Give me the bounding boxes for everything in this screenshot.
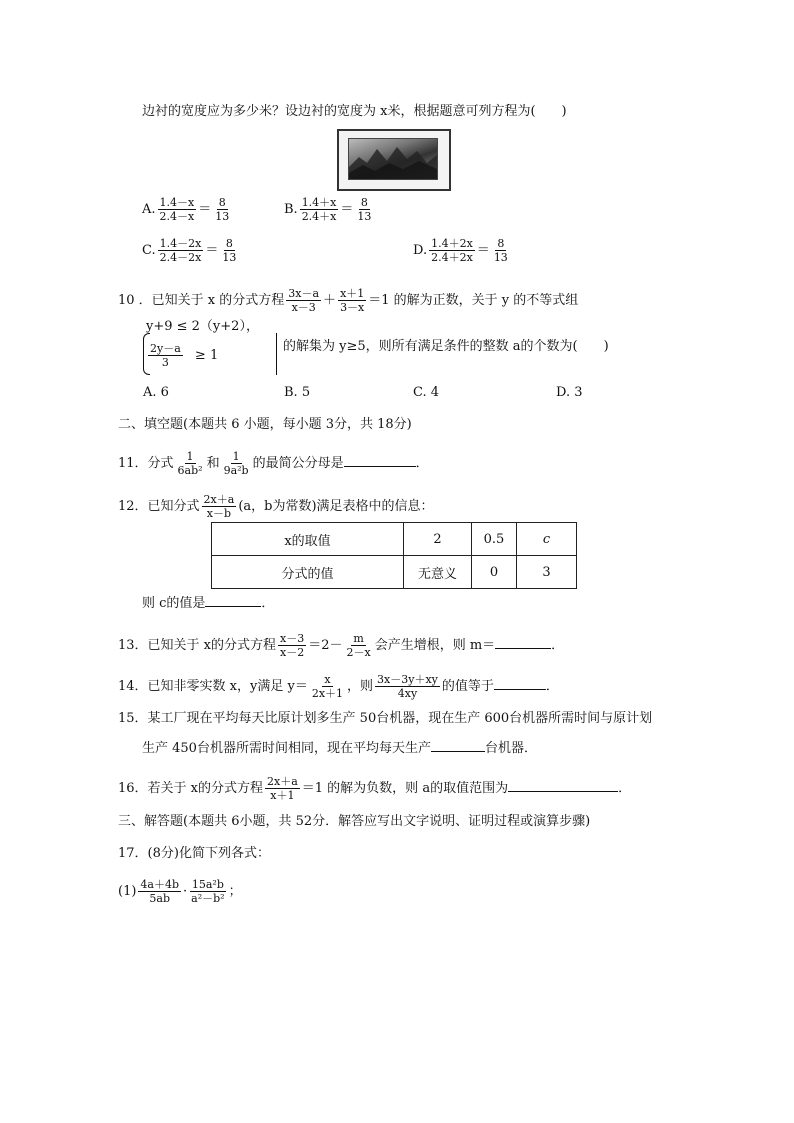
fraction: $\frac{8}{13}$ — [215, 196, 230, 223]
q10-inequality-2: $\frac{2y-a}{3}$ ≥ 1 — [150, 342, 219, 369]
q12-table — [211, 522, 577, 589]
q10-option-b[interactable]: B. 5 — [284, 385, 311, 400]
fraction: $\frac{8}{13}$ — [222, 237, 237, 264]
fraction: $\frac{m}{2-x}$ — [346, 632, 371, 659]
q10-inequality-1: y+9 ≤ 2（y+2）， — [146, 319, 259, 334]
table-cell: 0 — [472, 556, 517, 589]
table-cell: 无意义 — [404, 556, 472, 589]
q10-stem: 10 ．已知关于 x 的分式方程 $\frac{3x-a}{x-3}$ ＋ $\frac{x+1}{3-x}$ ＝1 的解为正数，关于 y 的不等式组 — [118, 287, 579, 314]
table-cell: 2 — [404, 523, 472, 556]
option-label: C. — [142, 243, 156, 258]
answer-blank[interactable] — [495, 648, 551, 649]
q16: 16．若关于 x的分式方程 $\frac{2x+a}{x+1}$ ＝1 的解为负数，则 a的取值范围为 ． — [118, 775, 632, 802]
table-cell: 3 — [517, 556, 577, 589]
answer-blank[interactable] — [431, 751, 485, 752]
table-cell: 0.5 — [472, 523, 517, 556]
q11: 11．分式 $\frac{1}{\text{6ab²}}$ 和 $\frac{1}{\text{9a²b}}$ 的最简公分母是 ． — [118, 450, 429, 477]
answer-blank[interactable] — [494, 689, 546, 690]
q17-part-1: (1) $\frac{4a+4b}{5ab}$ · $\frac{\text{15a²b}}{\text{a²－b²}}$ ； — [118, 878, 242, 905]
table-cell: 分式的值 — [212, 556, 404, 589]
fraction: $\frac{1}{\text{6ab²}}$ — [177, 450, 203, 477]
option-label: B. — [284, 202, 298, 217]
fraction: $\frac{x-3}{x-2}$ — [280, 632, 305, 659]
fraction: $\frac{3x-a}{x-3}$ — [288, 287, 320, 314]
table-cell: x的取值 — [212, 523, 404, 556]
fraction: $\frac{1}{\text{9a²b}}$ — [223, 450, 249, 477]
fraction: $\frac{1.4+2x}{2.4+2x}$ — [431, 237, 473, 264]
section-3-heading: 三、解答题(本题共 6小题，共 52分．解答应写出文字说明、证明过程或演算步骤) — [118, 814, 591, 829]
answer-blank[interactable] — [205, 606, 261, 607]
q17-stem: 17．(8分)化简下列各式： — [118, 846, 270, 861]
q10-option-d[interactable]: D. 3 — [556, 385, 583, 400]
fraction: $\frac{x+1}{3-x}$ — [340, 287, 365, 314]
fraction: $\frac{2x+a}{x-b}$ — [203, 493, 235, 520]
table-cell: c — [517, 523, 577, 556]
answer-blank[interactable] — [344, 466, 416, 467]
fraction: $\frac{2x+a}{x+1}$ — [267, 775, 298, 802]
q9-stem: 边衬的宽度应为多少米？设边衬的宽度为 x米，根据题意可列方程为( ) — [142, 104, 567, 119]
section-2-heading: 二、填空题(本题共 6 小题，每小题 3分，共 18分) — [118, 417, 412, 432]
q9-option-c[interactable]: C. $\frac{1.4-2x}{2.4-2x}$ ＝ $\frac{8}{13}$ — [142, 237, 237, 264]
q9-option-b[interactable]: B. $\frac{1.4+x}{2.4+x}$ ＝ $\frac{8}{13}$ — [284, 196, 372, 223]
fraction: $\frac{4a+4b}{5ab}$ — [140, 878, 180, 905]
q10-option-c[interactable]: C. 4 — [413, 385, 440, 400]
q15-line-1: 15．某工厂现在平均每天比原计划多生产 50台机器，现在生产 600台机器所需时间与原计划 — [118, 711, 653, 726]
q13: 13．已知关于 x的分式方程 $\frac{x-3}{x-2}$ ＝2－ $\frac{m}{2-x}$ 会产生增根，则 m＝ ． — [118, 632, 565, 659]
framed-picture — [337, 129, 451, 191]
q10-stem-end: 的解集为 y≥5，则所有满足条件的整数 a的个数为( ) — [283, 339, 609, 354]
inequality-right-bar — [276, 333, 277, 375]
fraction: $\frac{3x-3y+xy}{4xy}$ — [377, 673, 438, 700]
picture-image — [348, 138, 438, 180]
q9-option-a[interactable]: A. $\frac{1.4-x}{2.4-x}$ ＝ $\frac{8}{13}$ — [142, 196, 230, 223]
table-row — [212, 556, 577, 589]
fraction: $\frac{1.4-x}{2.4-x}$ — [159, 196, 195, 223]
fraction: $\frac{8}{13}$ — [357, 196, 372, 223]
q10-option-a[interactable]: A. 6 — [143, 385, 169, 400]
option-label: A. — [142, 202, 156, 217]
table-row — [212, 523, 577, 556]
q15-line-2: 生产 450台机器所需时间相同，现在平均每天生产 台机器． — [142, 741, 537, 756]
q12: 12．已知分式 $\frac{2x+a}{x-b}$ (a，b为常数)满足表格中的信息： — [118, 493, 434, 520]
fraction: $\frac{1.4+x}{2.4+x}$ — [301, 196, 337, 223]
option-label: D. — [413, 243, 428, 258]
answer-blank[interactable] — [508, 791, 618, 792]
q12-after: 则 c的值是 ． — [142, 596, 275, 611]
fraction: $\frac{8}{13}$ — [493, 237, 508, 264]
fraction: $\frac{x}{2x+1}$ — [311, 673, 344, 700]
q9-option-d[interactable]: D. $\frac{1.4+2x}{2.4+2x}$ ＝ $\frac{8}{13}$ — [413, 237, 508, 264]
q14: 14．已知非零实数 x，y满足 y＝ $\frac{x}{2x+1}$ ，则 $\frac{3x-3y+xy}{4xy}$ 的值等于 ． — [118, 673, 559, 700]
fraction: $\frac{\text{15a²b}}{\text{a²－b²}}$ — [191, 878, 225, 905]
fraction: $\frac{2y-a}{3}$ — [150, 342, 181, 369]
fraction: $\frac{1.4-2x}{2.4-2x}$ — [159, 237, 202, 264]
